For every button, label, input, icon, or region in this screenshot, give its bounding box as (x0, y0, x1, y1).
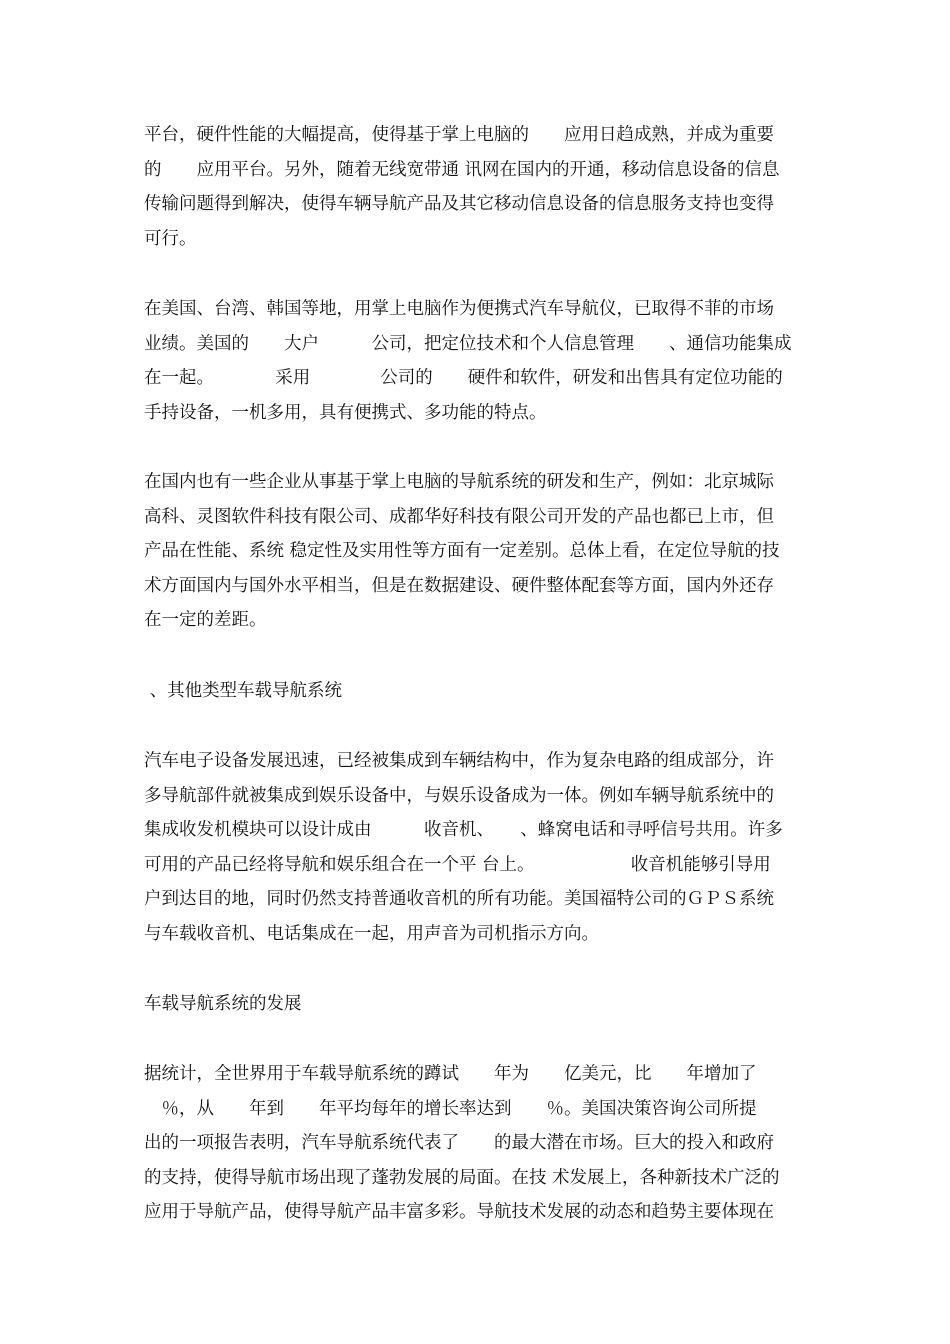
text-line: 出的一项报告表明，汽车导航系统代表了 的最大潜在市场。巨大的投入和政府 (144, 1133, 774, 1154)
text-line: 与车载收音机、电话集成在一起，用声音为司机指示方向。 (144, 923, 599, 944)
text-line: ％，从 年到 年平均每年的增长率达到 ％。美国决策咨询公司所提 (144, 1098, 757, 1119)
text-line: 可用的产品已经将导航和娱乐组合在一个平 台上。 收音机能够引导用 (144, 854, 771, 875)
section-heading: 车载导航系统的发展 (144, 994, 302, 1014)
text-line: 产品在性能、系统 稳定性及实用性等方面有一定差别。总体上看，在定位导航的技 (144, 541, 780, 562)
text-line: 可行。 (144, 228, 197, 249)
text-line: 术方面国内与国外水平相当，但是在数据建设、硬件整体配套等方面，国内外还存 (144, 575, 774, 596)
text-line: 高科、灵图软件科技有限公司、成都华好科技有限公司开发的产品也都已上市，但 (144, 506, 774, 527)
text-line: 传输问题得到解决，使得车辆导航产品及其它移动信息设备的信息服务支持也变得 (144, 194, 774, 215)
text-line: 在一定的差距。 (144, 610, 267, 631)
section-heading-development (144, 987, 814, 1022)
text-line: 平台，硬件性能的大幅提高，使得基于掌上电脑的 应用日趋成熟，并成为重要 (144, 125, 774, 145)
text-line: 据统计，全世界用于车载导航系统的蹲试 年为 亿美元，比 年增加了 (144, 1064, 757, 1084)
text-line: 的 应用平台。另外，随着无线宽带通 讯网在国内的开通，移动信息设备的信息 (144, 159, 780, 180)
text-line: 应用于导航产品，使得导航产品丰富多彩。导航技术发展的动态和趋势主要体现在 (144, 1202, 774, 1223)
text-line: 业绩。美国的 大户 公司，把定位技术和个人信息管理 、通信功能集成 (144, 333, 792, 354)
text-line: 的支持，使得导航市场出现了蓬勃发展的局面。在技 术发展上，各种新技术广泛的 (144, 1167, 780, 1188)
paragraph-statistics (144, 1057, 814, 1230)
text-line: 汽车电子设备发展迅速，已经被集成到车辆结构中，作为复杂电路的组成部分，许 (144, 751, 774, 771)
text-line: 集成收发机模块可以设计成由 收音机、 、蜂窝电话和寻呼信号共用。许多 (144, 820, 783, 841)
section-heading-other-systems (144, 674, 814, 709)
text-line: 多导航部件就被集成到娱乐设备中，与娱乐设备成为一体。例如车辆导航系统中的 (144, 785, 774, 806)
text-line: 在美国、台湾、韩国等地，用掌上电脑作为便携式汽车导航仪，已取得不菲的市场 (144, 299, 774, 319)
paragraph-pda-platform (144, 118, 814, 256)
paragraph-domestic-market (144, 465, 814, 638)
paragraph-overseas-market (144, 292, 814, 430)
section-heading: 、其他类型车载导航系统 (144, 681, 343, 701)
paragraph-entertainment-integration (144, 744, 814, 952)
text-line: 在一起。 采用 公司的 硬件和软件，研发和出售具有定位功能的 (144, 368, 783, 389)
text-line: 户到达目的地，同时仍然支持普通收音机的所有功能。美国福特公司的ＧＰＳ系统 (144, 889, 774, 910)
text-line: 在国内也有一些企业从事基于掌上电脑的导航系统的研发和生产，例如：北京城际 (144, 472, 774, 492)
text-line: 手持设备，一机多用，具有便携式、多功能的特点。 (144, 402, 547, 423)
